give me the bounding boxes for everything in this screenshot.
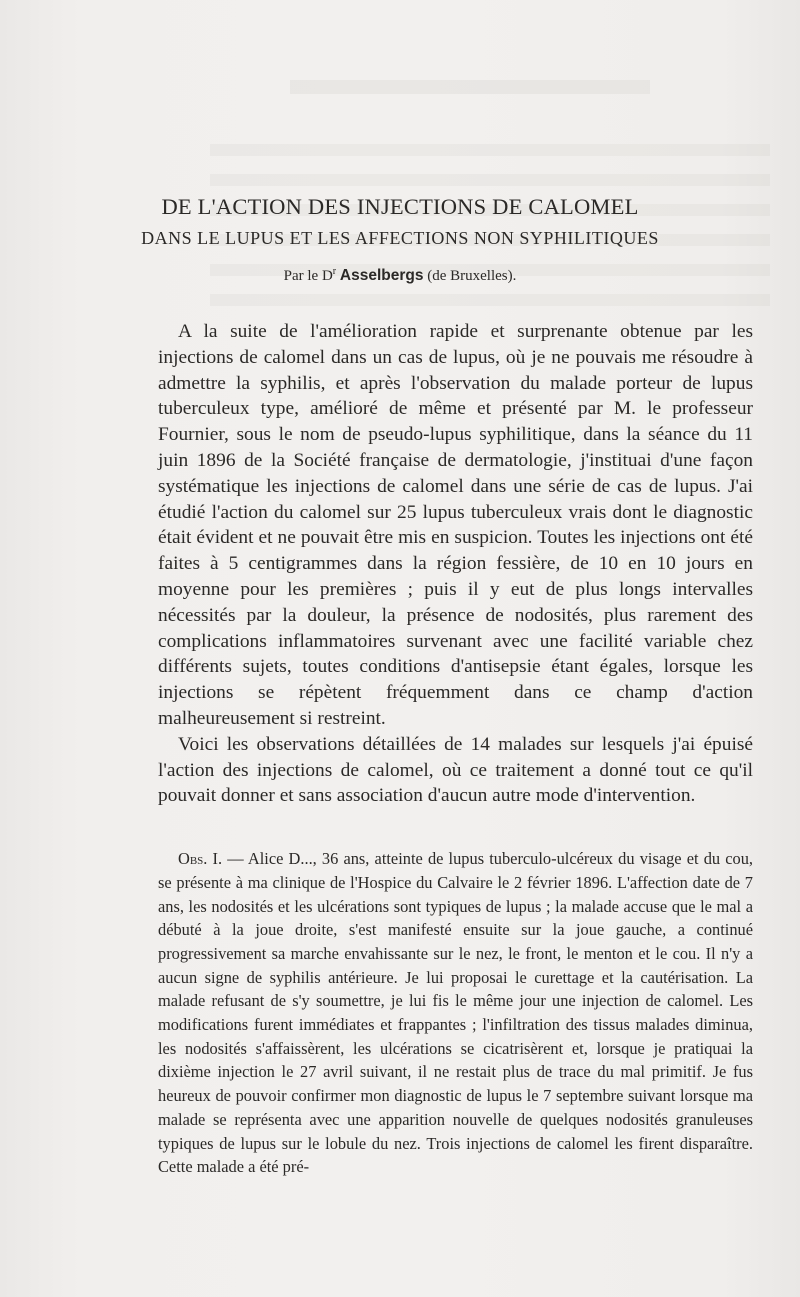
paragraph-observations-intro: Voici les observations détaillées de 14 malades sur lesquels j'ai épuisé l'action des injections de calomel, où ce traitement a donné tout ce qu'il pouvait donner et sans association d'aucun autre mode d'intervention. [158,733,753,807]
author-name: Asselbergs [339,267,424,284]
byline-affiliation: (de Bruxelles). [427,268,517,284]
byline [0,266,800,285]
paragraph-intro: A la suite de l'amélioration rapide et surprenante obtenue par les injections de calomel dans un cas de lupus, où je ne pouvais me résoudre à admettre la syphilis, et après l'observation du malade porteur de lupus tuberculeux type, amélioré de même et présenté par M. le professeur Fournier, sous le nom de pseudo-lupus syphilitique, dans la séance du 11 juin 1896 de la Société française de dermatologie, j'instituai d'une façon systématique les injections de calomel dans une série de cas de lupus. J'ai étudié l'action du calomel sur 25 lupus tuberculeux vrais dont le diagnostic était évident et ne pouvait être mis en suspicion. Toutes les injections ont été faites à 5 centigrammes dans la région fessière, de 10 en 10 jours en moyenne pour les premières ; puis il y eut de plus longs intervalles nécessités par la douleur, la présence de nodosités, plus rarement des complications inflammatoires survenant avec une facilité variable chez différents sujets, toutes conditions d'antisepsie étant égales, lorsque les injections se répètent fréquemment dans ce champ d'action malheureusement si restreint. [158,321,753,729]
observation-1 [158,847,753,1179]
observation-label: Obs. I. [178,849,223,869]
byline-superscript: r [332,266,337,277]
byline-prefix: Par le D [283,268,333,284]
article-title: DE L'ACTION DES INJECTIONS DE CALOMEL [161,194,639,219]
observation-text: — Alice D..., 36 ans, atteinte de lupus tuberculo-ulcéreux du visage et du cou, se présente à ma clinique de l'Hospice du Calvaire le 2 février 1896. L'affection date de 7 ans, les nodosités et les ulcérations sont typiques de lupus ; la malade accuse que le mal a débuté à la joue droite, s'est manifesté ensuite sur la joue gauche, a continué progressivement sa marche envahissante sur le nez, le front, le menton et le cou. Il n'y a aucun signe de syphilis antérieure. Je lui proposai le curettage et la cautérisation. La malade refusant de s'y soumettre, je lui fis le même jour une injection de calomel. Les modifications furent immédiates et frappantes ; l'infiltration des tissus malades diminua, les nodosités s'affaissèrent, les ulcérations se cicatrisèrent et, lorsque je pratiquai la dixième injection le 27 avril suivant, il ne restait plus de trace du mal primitif. Je fus heureux de pouvoir confirmer mon diagnostic de lupus le 7 septembre suivant lorsque ma malade se représenta avec une apparition nouvelle de quelques nodosités granuleuses typiques de lupus sur le lobule du nez. Trois injections de calomel les firent disparaître. Cette malade a été pré- [158,849,753,1177]
article-subtitle: DANS LE LUPUS ET LES AFFECTIONS NON SYPHILITIQUES [141,228,659,248]
article-body [158,319,753,1179]
